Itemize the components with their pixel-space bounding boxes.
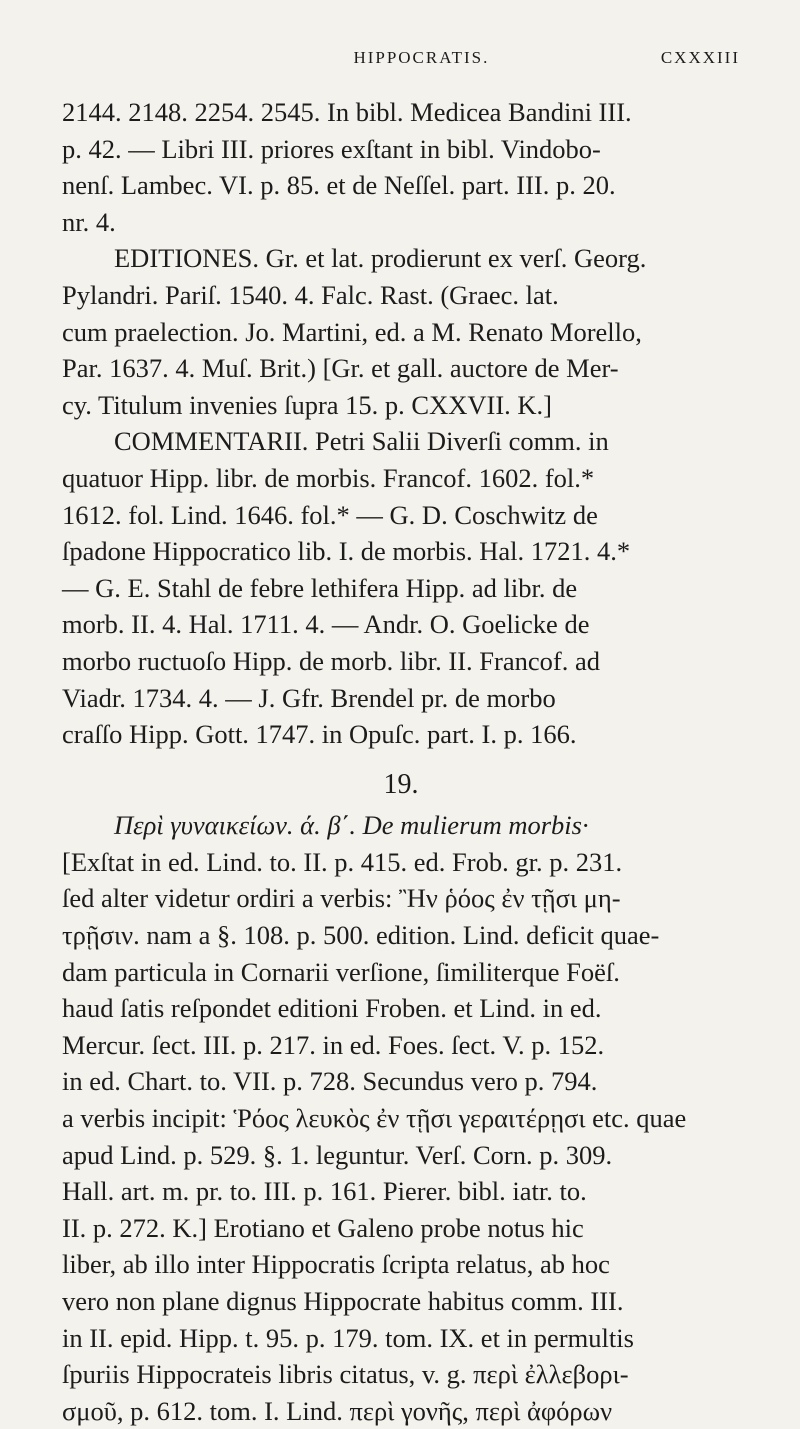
text-line: a verbis incipit: Ῥόος λευκὸς ἐν τῇσι γεραιτέρῃσι etc. quae [62,1103,687,1134]
text-line: cy. Titulum invenies ſupra 15. p. CXXVII. K.] [62,389,552,420]
manuscripts-paragraph [62,94,740,240]
text-line: COMMENTARII. Petri Salii Diverſi comm. in [114,426,609,457]
section-heading-line: Περὶ γυναικείων. ά. β΄. De mulierum morbis· [114,810,589,841]
text-line: in II. epid. Hipp. t. 95. p. 179. tom. IX. et in permultis [62,1322,634,1353]
text-line: apud Lind. p. 529. §. 1. leguntur. Verſ. Corn. p. 309. [62,1139,613,1170]
text-line: p. 42. — Libri III. priores exſtant in bibl. Vindobo- [62,133,601,164]
text-line: Par. 1637. 4. Muſ. Brit.) [Gr. et gall. auctore de Mer- [62,353,619,384]
running-title: HIPPOCRATIS. [353,48,490,67]
text-line: quatuor Hipp. libr. de morbis. Francof. 1602. fol.* [62,462,595,493]
text-line: Viadr. 1734. 4. — J. Gfr. Brendel pr. de morbo [62,682,556,713]
section-number: 19. [383,768,419,800]
text-line: dam particula in Cornarii verſione, ſimiliterque Foëſ. [62,956,620,987]
text-line: EDITIONES. Gr. et lat. prodierunt ex verſ. Georg. [114,243,647,274]
text-line: haud ſatis reſpondet editioni Froben. et Lind. in ed. [62,993,602,1024]
text-line: ſpuriis Hippocrateis libris citatus, v. g. περὶ ἐλλεβορι- [62,1359,629,1390]
text-line: ſed alter videtur ordiri a verbis: Ἢν ῥόος ἐν τῇσι μη- [62,883,621,914]
commentarii-paragraph [62,423,740,752]
text-line: morb. II. 4. Hal. 1711. 4. — Andr. O. Goelicke de [62,609,590,640]
text-line: 2144. 2148. 2254. 2545. In bibl. Medicea Bandini III. [62,97,632,127]
running-head [62,48,740,68]
text-line: craſſo Hipp. Gott. 1747. in Opuſc. part. I. p. 166. [62,719,577,750]
text-line: [Exſtat in ed. Lind. to. II. p. 415. ed. Frob. gr. p. 231. [62,846,623,877]
text-line: cum praelection. Jo. Martini, ed. a M. Renato Morello, [62,316,642,347]
text-line: in ed. Chart. to. VII. p. 728. Secundus vero p. 794. [62,1066,598,1097]
text-line: morbo ructuoſo Hipp. de morb. libr. II. Francof. ad [62,645,600,676]
text-line: Pylandri. Pariſ. 1540. 4. Falc. Rast. (Graec. lat. [62,279,559,310]
text-line: σμοῦ, p. 612. tom. I. Lind. περὶ γονῆς, περὶ ἀφόρων [62,1395,613,1426]
text-line: nr. 4. [62,206,116,237]
text-line: Hall. art. m. pr. to. III. p. 161. Pierer. bibl. iatr. to. [62,1176,587,1207]
text-line: Mercur. ſect. III. p. 217. in ed. Foes. ſect. V. p. 152. [62,1029,605,1060]
text-line: liber, ab illo inter Hippocratis ſcripta relatus, ab hoc [62,1249,610,1280]
editiones-paragraph [62,240,740,423]
text-line: 1612. fol. Lind. 1646. fol.* — G. D. Coschwitz de [62,499,598,530]
section-19-paragraph [62,807,740,1429]
text-line: nenſ. Lambec. VI. p. 85. et de Neſſel. part. III. p. 20. [62,170,616,201]
text-line: vero non plane dignus Hippocrate habitus comm. III. [62,1286,624,1316]
page-number: CXXXIII [660,48,740,67]
text-line: ſpadone Hippocratico lib. I. de morbis. Hal. 1721. 4.* [62,536,631,567]
text-line: II. p. 272. K.] Erotiano et Galeno probe notus hic [62,1212,584,1243]
text-line: — G. E. Stahl de febre lethifera Hipp. ad libr. de [62,572,578,603]
text-line: τρῇσιν. nam a §. 108. p. 500. edition. Lind. deficit quae- [62,920,660,951]
